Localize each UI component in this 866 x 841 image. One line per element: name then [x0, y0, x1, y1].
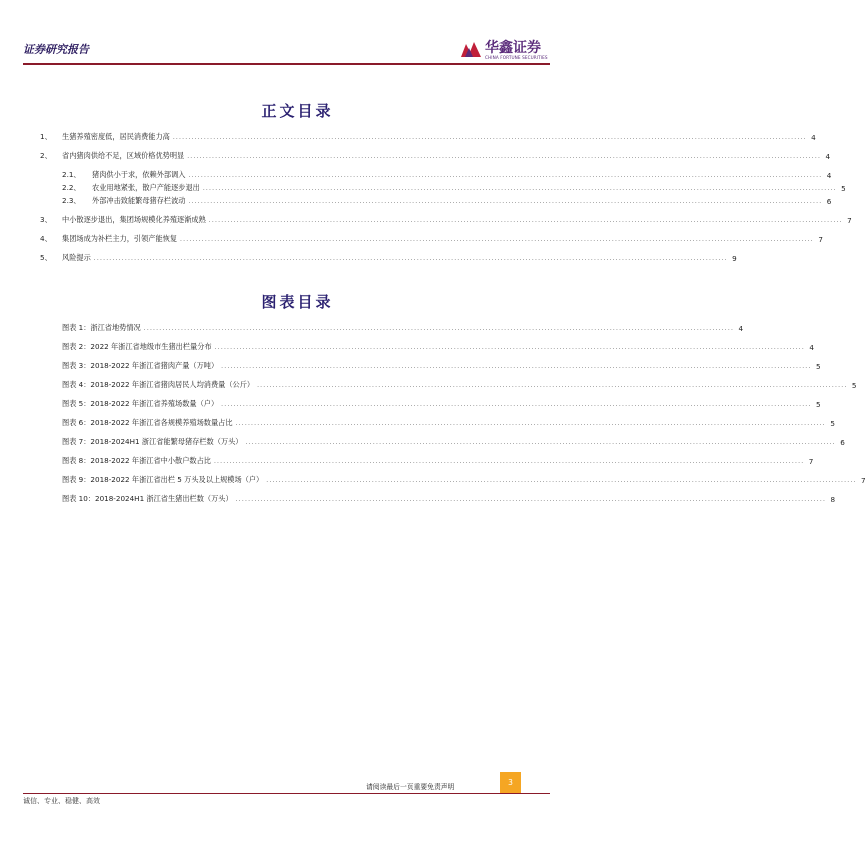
- figure-item[interactable]: [62, 360, 821, 372]
- figure-leader-dots: ..............................................................................................................................................................................................: [257, 381, 848, 389]
- toc-leader-dots: ............................................................................................................................................................................................................: [187, 152, 822, 160]
- toc-item[interactable]: [40, 131, 816, 143]
- toc-item[interactable]: [62, 182, 846, 194]
- toc-leader-dots: ............................................................................................................................................................................................................: [188, 197, 823, 205]
- toc-item-page: 6: [826, 196, 832, 206]
- brand-name-en: CHINA FORTUNE SECURITIES: [485, 55, 548, 60]
- toc-item[interactable]: [40, 214, 852, 226]
- figure-item[interactable]: [62, 436, 845, 448]
- report-type-label: 证券研究报告: [23, 43, 89, 56]
- toc-leader-dots: ............................................................................................................................................................................................................: [188, 171, 823, 179]
- figure-leader-dots: ..............................................................................................................................................................................................: [143, 324, 735, 332]
- toc-item[interactable]: [40, 233, 823, 245]
- toc-leader-dots: ............................................................................................................................................................................................................: [93, 254, 728, 262]
- toc-item-page: 5: [841, 183, 846, 193]
- figure-item[interactable]: [62, 398, 821, 410]
- toc-item-number: 4、: [40, 234, 52, 243]
- figure-item-page: 8: [830, 494, 836, 504]
- toc-item-text: 外部冲击致能繁母猪存栏波动: [92, 196, 186, 205]
- brand-name-cn: 华鑫证券: [485, 40, 541, 56]
- toc-item-text: 猪肉供小于求，依赖外部调入: [92, 170, 186, 179]
- toc-item-text: 农业用地紧张，散户产能逐步退出: [92, 183, 200, 192]
- toc-item-text: 集团场成为补栏主力，引领产能恢复: [62, 234, 178, 243]
- toc-item-text: 省内猪肉供给不足，区域价格优势明显: [62, 151, 185, 160]
- toc-item-page: 9: [732, 253, 737, 263]
- toc-item[interactable]: [62, 169, 832, 181]
- toc-leader-dots: ............................................................................................................................................................................................................: [172, 133, 807, 141]
- figure-item-text: 图表 4：2018-2022 年浙江省猪肉居民人均消费量（公斤）: [62, 380, 255, 389]
- figure-item-page: 4: [809, 342, 814, 352]
- toc-item-number: 2、: [40, 151, 52, 160]
- figure-item-page: 5: [851, 380, 857, 390]
- figure-leader-dots: ..............................................................................................................................................................................................: [214, 343, 805, 351]
- toc-item-text: 生猪养殖密度低，居民消费能力高: [62, 132, 170, 141]
- brand-mark-icon: [461, 40, 481, 57]
- figure-leader-dots: ..............................................................................................................................................................................................: [235, 419, 826, 427]
- toc-item-number: 2.1、: [62, 170, 81, 179]
- figure-item[interactable]: [62, 379, 857, 391]
- figure-item-page: 6: [840, 437, 845, 447]
- figure-item[interactable]: [62, 493, 836, 505]
- toc-leader-dots: ............................................................................................................................................................................................................: [202, 184, 837, 192]
- figure-item-page: 7: [861, 475, 866, 485]
- figure-item-text: 图表 3：2018-2022 年浙江省猪肉产量（万吨）: [62, 361, 219, 370]
- toc-item-number: 1、: [40, 132, 52, 141]
- figure-item-page: 5: [830, 418, 835, 428]
- toc-item[interactable]: [40, 252, 737, 264]
- company-motto: 诚信、专业、稳健、高效: [23, 797, 100, 805]
- toc-item-number: 5、: [40, 253, 52, 262]
- figure-item-text: 图表 10：2018-2024H1 浙江省生猪出栏数（万头）: [62, 494, 233, 503]
- figure-item-text: 图表 1：浙江省地势情况: [62, 323, 141, 332]
- figure-item-text: 图表 9：2018-2022 年浙江省出栏 5 万头及以上规模场（户）: [62, 475, 264, 484]
- toc-item-number: 3、: [40, 215, 52, 224]
- toc-leader-dots: ............................................................................................................................................................................................................: [180, 235, 814, 243]
- footer-rule: [23, 793, 550, 794]
- figure-item[interactable]: [62, 455, 814, 467]
- toc-item-number: 2.2、: [62, 183, 81, 192]
- brand-logo: [461, 37, 551, 65]
- page-number-badge: 3: [500, 772, 521, 793]
- figure-item[interactable]: [62, 322, 744, 334]
- figure-item[interactable]: [62, 417, 835, 429]
- toc-item-page: 7: [847, 215, 852, 225]
- toc-item-page: 4: [825, 151, 831, 161]
- figures-title: 图表目录: [261, 293, 334, 311]
- toc-item[interactable]: [40, 150, 831, 162]
- figure-leader-dots: ..............................................................................................................................................................................................: [245, 438, 836, 446]
- figure-item-text: 图表 5：2018-2022 年浙江省养殖场数量（户）: [62, 399, 219, 408]
- figure-item-page: 4: [738, 323, 744, 333]
- figure-item-page: 5: [815, 399, 821, 409]
- figure-leader-dots: ..............................................................................................................................................................................................: [221, 362, 812, 370]
- toc-item-text: 中小散逐步退出，集团场规模化养殖逐渐成熟: [62, 215, 206, 224]
- figure-item-page: 5: [815, 361, 821, 371]
- figure-item-text: 图表 8：2018-2022 年浙江省中小散户数占比: [62, 456, 211, 465]
- header-rule: [23, 63, 550, 65]
- figure-leader-dots: ..............................................................................................................................................................................................: [266, 476, 857, 484]
- toc-item-page: 4: [826, 170, 832, 180]
- disclaimer-note: 请阅读最后一页重要免责声明: [366, 783, 455, 791]
- figure-item-text: 图表 6：2018-2022 年浙江省各规模养殖场数量占比: [62, 418, 233, 427]
- toc-item-page: 7: [818, 234, 823, 244]
- figure-item[interactable]: [62, 341, 814, 353]
- toc-leader-dots: ............................................................................................................................................................................................................: [208, 216, 843, 224]
- toc-item-number: 2.3、: [62, 196, 81, 205]
- toc-item-text: 风险提示: [62, 253, 91, 262]
- figure-leader-dots: ..............................................................................................................................................................................................: [213, 457, 805, 465]
- toc-item[interactable]: [62, 195, 832, 207]
- figure-item-text: 图表 2：2022 年浙江省地级市生猪出栏量分布: [62, 342, 212, 351]
- toc-item-page: 4: [811, 132, 816, 142]
- figure-item-text: 图表 7：2018-2024H1 浙江省能繁母猪存栏数（万头）: [62, 437, 243, 446]
- figure-leader-dots: ..............................................................................................................................................................................................: [221, 400, 812, 408]
- figure-item-page: 7: [808, 456, 814, 466]
- figure-item[interactable]: [62, 474, 866, 486]
- toc-title: 正文目录: [261, 102, 334, 120]
- figure-leader-dots: ..............................................................................................................................................................................................: [235, 495, 827, 503]
